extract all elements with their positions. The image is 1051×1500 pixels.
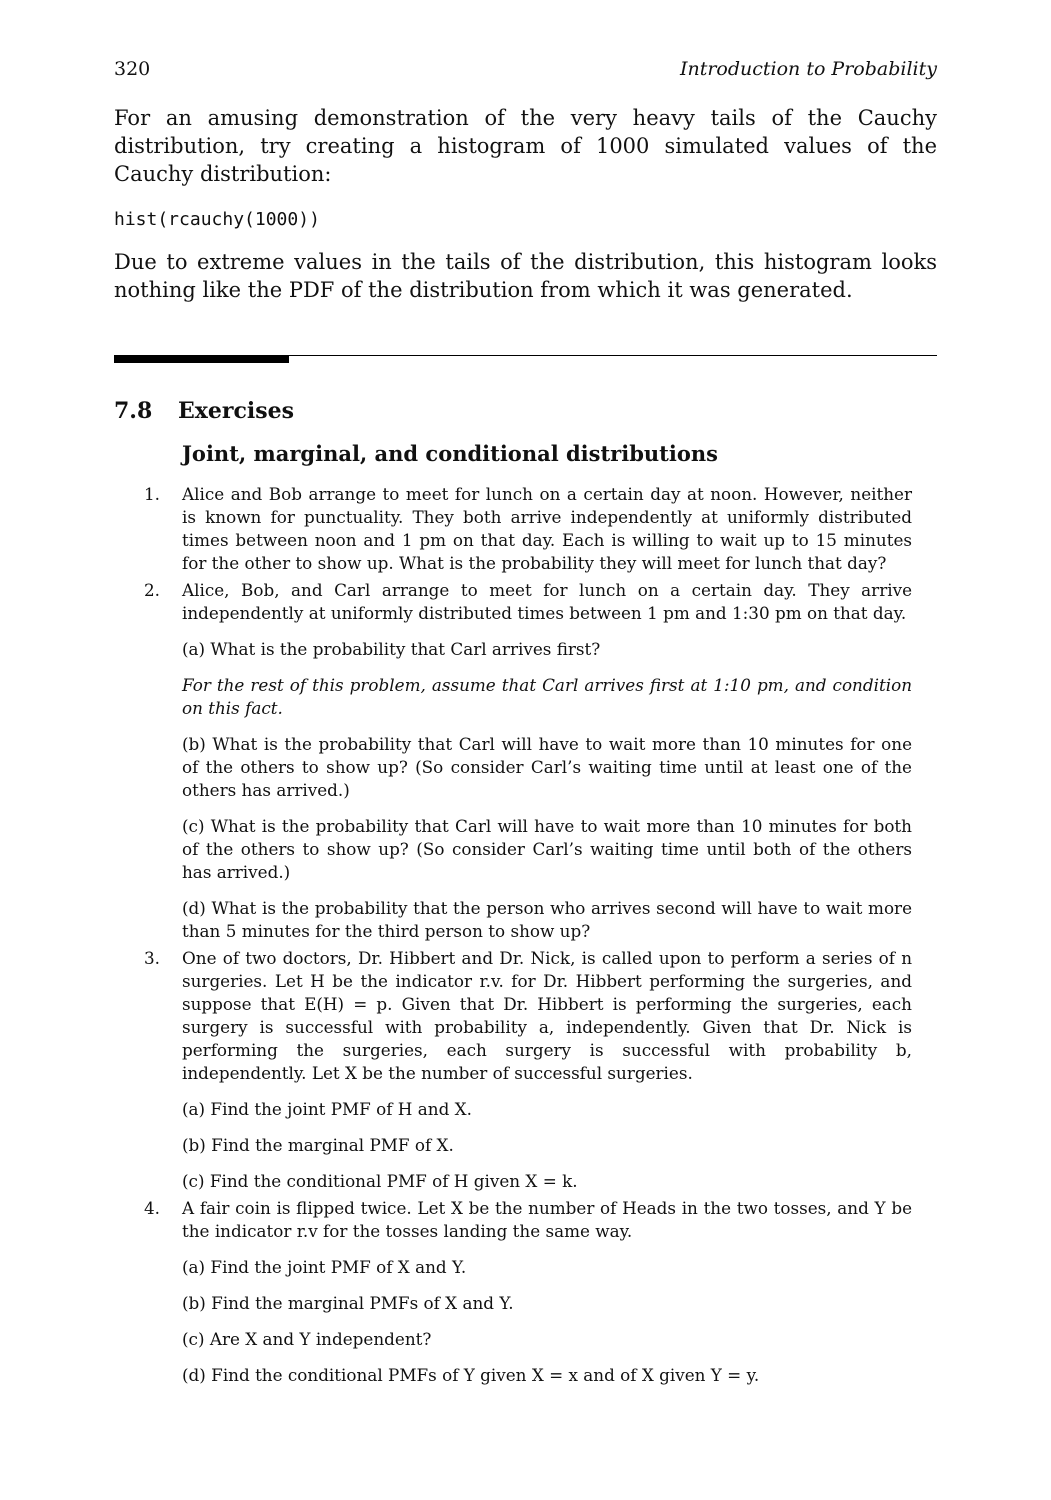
section-heading	[114, 398, 294, 424]
exercise-part-d: (d) What is the probability that the person who arrives second will have to wait more than 5 minutes for the third person to show up?	[182, 898, 912, 941]
exercise-text: A fair coin is flipped twice. Let X be the number of Heads in the two tosses, and Y be the indicator r.v for the tosses landing the same way.	[182, 1198, 912, 1241]
section-rule-thick	[114, 355, 289, 363]
section-title: Exercises	[178, 398, 294, 424]
exercise-1	[114, 483, 937, 575]
exercise-list	[114, 483, 937, 1391]
exercise-text: Alice and Bob arrange to meet for lunch on a certain day at noon. However, neither is known for punctuality. They both arrive independently at uniformly distributed times between noon and 1 pm on that day. Each is willing to wait up to 15 minutes for the other to show up. What is the probability they will meet for lunch that day?	[182, 484, 912, 573]
section-number: 7.8	[114, 398, 153, 424]
exercise-number: 2.	[144, 580, 161, 600]
section-rule-thin	[289, 355, 937, 356]
exercise-part-b: (b) Find the marginal PMFs of X and Y.	[182, 1293, 514, 1313]
exercise-number: 3.	[144, 948, 161, 968]
exercise-part-b: (b) What is the probability that Carl will have to wait more than 10 minutes for one of the others to show up? (So consider Carl’s waiting time until at least one of the others has arrived.)	[182, 734, 912, 800]
exercise-number: 1.	[144, 484, 161, 504]
subsection-heading: Joint, marginal, and conditional distributions	[182, 441, 718, 466]
exercise-2	[114, 579, 937, 943]
exercise-note: For the rest of this problem, assume that Carl arrives first at 1:10 pm, and condition on this fact.	[182, 675, 912, 718]
exercise-3	[114, 947, 937, 1193]
exercise-part-c: (c) What is the probability that Carl will have to wait more than 10 minutes for both of the others to show up? (So consider Carl’s waiting time until both of the others has arrived.)	[182, 816, 912, 882]
exercise-text: Alice, Bob, and Carl arrange to meet for lunch on a certain day. They arrive independently at uniformly distributed times between 1 pm and 1:30 pm on that day.	[182, 580, 912, 623]
exercise-part-a: (a) What is the probability that Carl arrives first?	[182, 639, 601, 659]
exercise-4	[114, 1197, 937, 1387]
exercise-text: One of two doctors, Dr. Hibbert and Dr. Nick, is called upon to perform a series of n surgeries. Let H be the indicator r.v. for Dr. Hibbert performing the surgeries, and suppose that E(H) = p. Given that Dr. Hibbert is performing the surgeries, each surgery is successful with probability a, independently. Given that Dr. Nick is performing the surgeries, each surgery is successful with probability b, independently. Let X be the number of successful surgeries.	[182, 948, 912, 1083]
exercise-part-c: (c) Are X and Y independent?	[182, 1329, 432, 1349]
code-snippet: hist(rcauchy(1000))	[114, 209, 320, 230]
exercise-part-d: (d) Find the conditional PMFs of Y given X = x and of X given Y = y.	[182, 1365, 760, 1385]
intro-paragraph: For an amusing demonstration of the very heavy tails of the Cauchy distribution, try creating a histogram of 1000 simulated values of the Cauchy distribution:	[114, 106, 937, 186]
exercise-number: 4.	[144, 1198, 161, 1218]
intro-block	[114, 104, 937, 304]
book-title: Introduction to Probability	[679, 58, 937, 80]
exercise-part-a: (a) Find the joint PMF of H and X.	[182, 1099, 472, 1119]
exercise-part-c: (c) Find the conditional PMF of H given X = k.	[182, 1171, 578, 1191]
intro-paragraph-2: Due to extreme values in the tails of the distribution, this histogram looks nothing like the PDF of the distribution from which it was generated.	[114, 250, 937, 302]
exercise-part-b: (b) Find the marginal PMF of X.	[182, 1135, 454, 1155]
page-number: 320	[114, 58, 151, 80]
exercise-part-a: (a) Find the joint PMF of X and Y.	[182, 1257, 467, 1277]
